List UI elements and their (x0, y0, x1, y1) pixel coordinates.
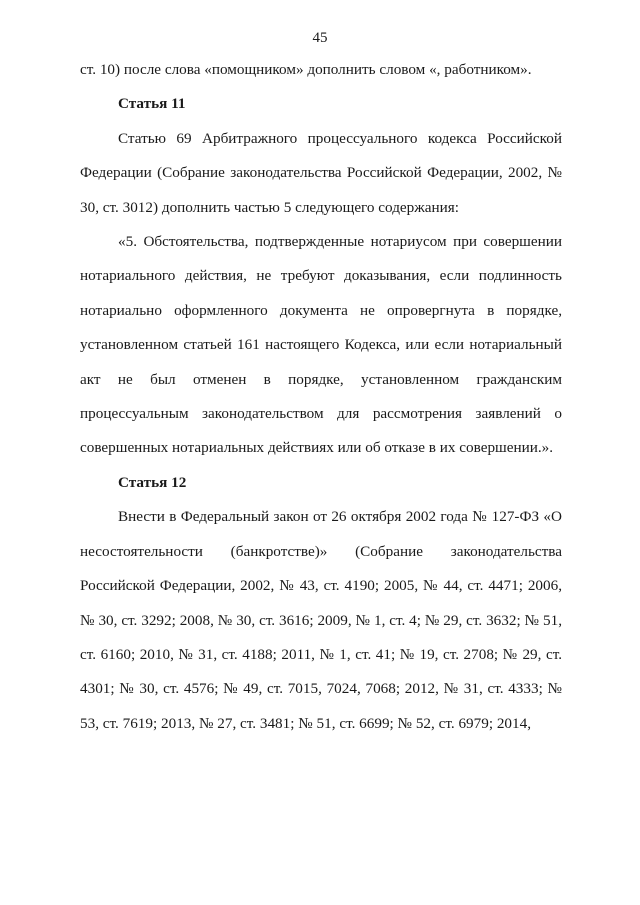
article-12-paragraph-1: Внести в Федеральный закон от 26 октября 2002 года № 127-ФЗ «О несостоятельности (банкротстве)» (Собрание законодательства Российской Федерации, 2002, № 43, ст. 4190; 2005, № 44, ст. 4471; 2006, № 30, ст. 3292; 2008, № 30, ст. 3616; 2009, № 1, ст. 4; № 29, ст. 3632; № 51, ст. 6160; 2010, № 31, ст. 4188; 2011, № 1, ст. 41; № 19, ст. 2708; № 29, ст. 4301; № 30, ст. 4576; № 49, ст. 7015, 7024, 7068; 2012, № 31, ст. 4333; № 53, ст. 7619; 2013, № 27, ст. 3481; № 51, ст. 6699; № 52, ст. 6979; 2014, (80, 508, 562, 732)
article-11-heading: Статья 11 (118, 95, 186, 113)
article-11-paragraph-2: «5. Обстоятельства, подтвержденные нотариусом при совершении нотариального действия, не требуют доказывания, если подлинность нотариально оформленного документа не опровергнута в порядке, установленном статьей 161 настоящего Кодекса, или если нотариальный акт не был отменен в порядке, установленном гражданским процессуальным законодательством для рассмотрения заявлений о совершенных нотариальных действиях или об отказе в их совершении.». (80, 233, 562, 457)
article-12-heading: Статья 12 (118, 473, 187, 491)
article-11-paragraph-1: Статью 69 Арбитражного процессуального кодекса Российской Федерации (Собрание законодательства Российской Федерации, 2002, № 30, ст. 3012) дополнить частью 5 следующего содержания: (80, 129, 562, 216)
paragraph-continuation: ст. 10) после слова «помощником» дополнить словом «, работником». (80, 61, 532, 78)
document-body (80, 53, 562, 741)
page-number: 45 (312, 30, 328, 46)
